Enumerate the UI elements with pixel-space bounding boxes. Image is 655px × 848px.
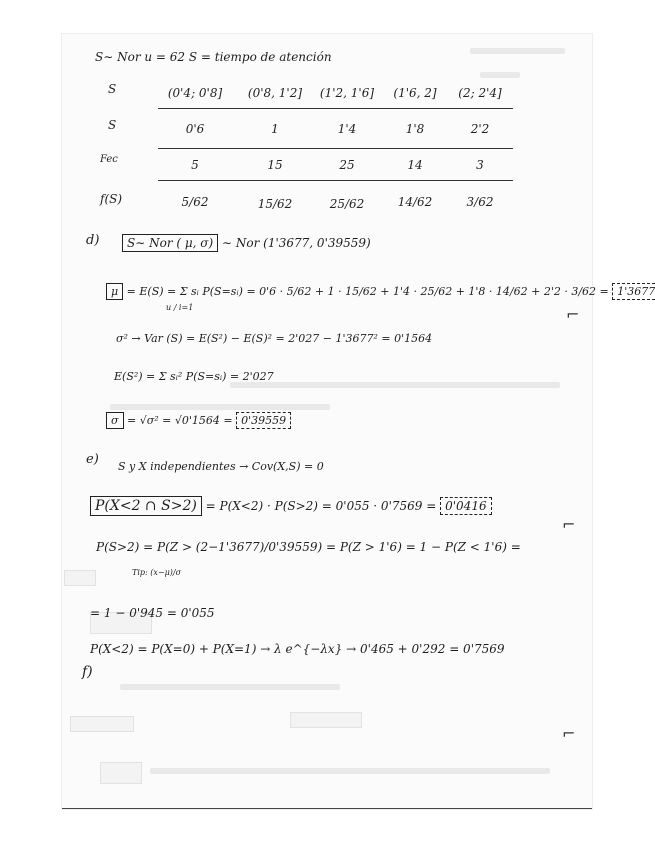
sigma-equation: = √σ² = √0'1564 = — [127, 414, 233, 427]
mean-symbol-box: μ — [106, 283, 123, 300]
part-f-label: f) — [82, 664, 93, 680]
distribution-params: ∼ Nor (1'3677, 0'39559) — [222, 236, 371, 250]
page-bottom-rule — [62, 808, 592, 809]
sum-limits: u / i=1 — [166, 303, 194, 312]
mark-cell: 1'8 — [405, 122, 425, 136]
rel-cell: 14/62 — [397, 195, 433, 209]
rel-cell: 15/62 — [257, 197, 293, 211]
freq-cell: 15 — [267, 158, 283, 172]
tip-note: Tip: (x−μ)/σ — [132, 568, 182, 577]
interval-cell: (1'2, 1'6] — [319, 86, 375, 100]
sigma-line — [106, 414, 291, 427]
bleed-mark — [110, 404, 330, 410]
freq-cell: 14 — [407, 158, 423, 172]
bleed-mark — [120, 684, 340, 690]
freq-cell: 3 — [476, 158, 484, 172]
distribution-line — [122, 236, 371, 250]
interval-cell: (0'8, 1'2] — [247, 86, 303, 100]
table-rule — [158, 148, 513, 149]
row-label-interval: S — [108, 82, 117, 96]
mean-equation: = E(S) = Σ sᵢ P(S=sᵢ) = 0'6 · 5/62 + 1 · 15/62 + 1'4 · 25/62 + 1'8 · 14/62 + 2'2 · 3/62 = — [126, 285, 609, 298]
row-label-freq: Fec — [100, 154, 118, 165]
rel-cell: 5/62 — [181, 195, 209, 209]
bleed-mark — [480, 72, 520, 78]
mark-cell: 1 — [271, 122, 279, 136]
interval-cell: (2; 2'4] — [458, 86, 502, 100]
table-rule — [158, 180, 513, 181]
mark-cell: 2'2 — [470, 122, 490, 136]
margin-hook: ⌐ — [562, 515, 576, 534]
part-d-label: d) — [86, 233, 100, 248]
independence-line: S y X independientes → Cov(X,S) = 0 — [118, 460, 324, 473]
joint-prob-box: P(X<2 ∩ S>2) — [90, 496, 202, 516]
interval-cell: (0'4; 0'8] — [167, 86, 223, 100]
rel-cell: 3/62 — [466, 195, 494, 209]
freq-cell: 25 — [339, 158, 355, 172]
variance-line: σ² → Var (S) = E(S²) − E(S)² = 2'027 − 1'3677² = 0'1564 — [116, 332, 433, 345]
bleed-mark — [470, 48, 565, 54]
distribution-box: S∼ Nor ( μ, σ) — [122, 234, 218, 252]
interval-cell: (1'6, 2] — [393, 86, 437, 100]
sigma-symbol-box: σ — [106, 412, 124, 429]
mean-result-box: 1'3677 — [612, 283, 655, 300]
joint-prob-result-box: 0'0416 — [440, 497, 491, 515]
bleed-box — [100, 762, 142, 784]
mark-cell: 0'6 — [185, 122, 205, 136]
ps-line: P(S>2) = P(Z > (2−1'3677)/0'39559) = P(Z > 1'6) = 1 − P(Z < 1'6) = — [96, 540, 521, 554]
row-label-rel: f(S) — [100, 192, 123, 206]
bleed-box — [64, 570, 96, 586]
header-line: S∼ Nor u = 62 S = tiempo de atención — [95, 50, 332, 64]
px-line: P(X<2) = P(X=0) + P(X=1) → λ e^{−λx} → 0'465 + 0'292 = 0'7569 — [90, 642, 505, 656]
rel-cell: 25/62 — [329, 197, 365, 211]
freq-cell: 5 — [191, 158, 199, 172]
bleed-mark — [230, 382, 560, 388]
row-label-mark: S — [108, 118, 117, 132]
bleed-box — [290, 712, 362, 728]
margin-hook: ⌐ — [566, 305, 580, 324]
bleed-box — [70, 716, 134, 732]
sigma-result-box: 0'39559 — [236, 412, 291, 429]
part-e-label: e) — [86, 452, 99, 467]
joint-prob-equation: = P(X<2) · P(S>2) = 0'055 · 0'7569 = — [205, 499, 437, 513]
bleed-mark — [150, 768, 550, 774]
joint-prob-line — [90, 498, 492, 514]
mean-line — [106, 285, 655, 298]
ps-result-line: = 1 − 0'945 = 0'055 — [90, 606, 215, 620]
second-moment-line: E(S²) = Σ sᵢ² P(S=sᵢ) = 2'027 — [114, 370, 274, 383]
mark-cell: 1'4 — [337, 122, 357, 136]
margin-hook: ⌐ — [562, 724, 576, 743]
table-rule — [158, 108, 513, 109]
